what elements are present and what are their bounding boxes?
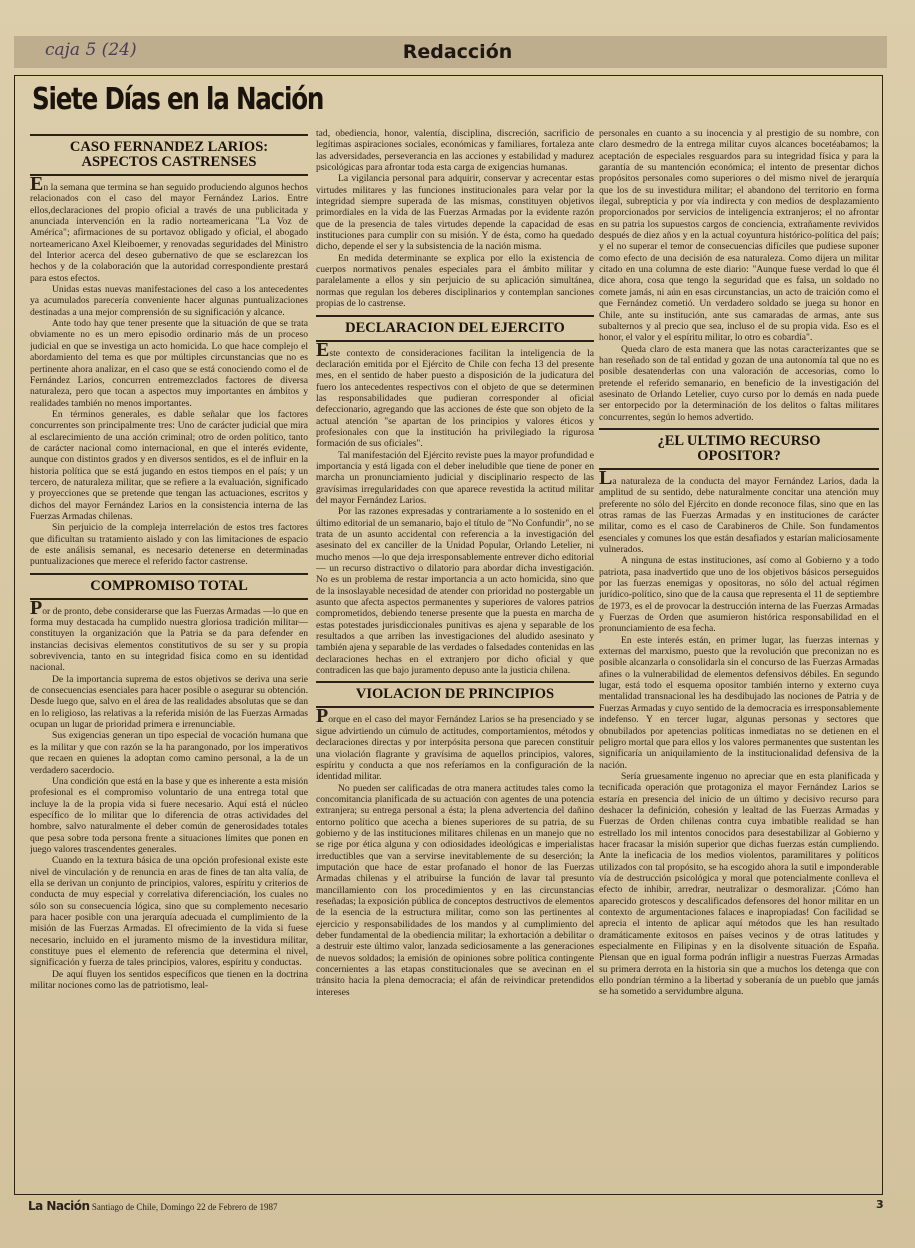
paragraph — [316, 705, 594, 783]
paragraph — [30, 596, 308, 674]
divider — [30, 573, 308, 575]
paragraph: personales en cuanto a su inocencia y al prestigio de su nombre, con claro desmedro de la entrega militar cuyos alcances bocetéabamos; la aceptación de especiales resguardos para su integridad física y para la garantía de su mantención económica; el intento de presentar dichos propósitos personales como superiores o del mismo nivel de jerarquía que los de su investidura militar; el abandono del territorio en forma ilegal, subrepticia y por vía indirecta y con medios de desplazamiento proporcionados por servicios de inteligencia extranjeros; el no afrontar en su patria los supuestos cargos de conciencia, extrañamente revividos después de diez años y en la actual coyuntura histórico-política del país; y el no superar el temor de consecuencias difíciles que pudiese suponer como efecto de una decisión de esa naturaleza. Como dijera un militar citado en una columna de este diario: "Aunque fuese verdad lo que él dice ahora, cosa que tengo la seguridad que es falsa, un soldado no comete jamás, ni aún en esas circunstancias, un acto de traición como el que Fernández cometió. Un verdadero soldado se juega su honor en Chile, ante su institución, ante sus camaradas de armas, ante sus subalternos y al precio que sea, incluso el de su propia vida. Eso es el honor, el valor y el espíritu militar, lo otro es cobardía". — [599, 128, 879, 344]
divider — [30, 134, 308, 136]
column-3 — [599, 128, 879, 1191]
paragraph — [599, 466, 879, 555]
drop-cap: P — [30, 596, 43, 619]
divider — [599, 468, 879, 470]
paragraph: Cuando en la textura básica de una opción profesional existe este nivel de vinculación y de renuncia en aras de fines de tan alta valía, de ella se derivan un conjunto de principios, valores, espíritu y criterios de conducta de muy especial y correlativa diferenciación, los cuales no sólo son su consecuencia lógica, sino que su complemento necesario para hacer posible con una jerarquía adecuada el cumplimiento de la misión de las Fuerzas Armadas. El ofrecimiento de la vida si fuese necesario, incluido en el juramento mismo de la investidura militar, constituye pues el elemento de referencia que determina el nivel, significación y fuerza de tales principios, valores, espíritu y conductas. — [30, 855, 308, 969]
paragraph: Por las razones expresadas y contrariamente a lo sostenido en el último editorial de un semanario, bajo el título de "No Confundir", no se trata de un asunto accidental con referencia a la investigación del asesinato del ex canciller de la Unidad Popular, Orlando Letelier, ni mucho menos —lo que deja irresponsablemente entrever dicho editorial— un recurso distractivo o dilatorio para abordar dicha investigación. No es un problema de restar importancia a un acto homicida, sino que de la insoslayable necesidad de atender con prioridad no postergable un asunto que afecta aspectos permanentes y superiores de valores patrios comprometidos, debiendo tenerse presente que la puesta en marcha de estas potestades jurisdiccionales punitivas es ajena y separable de los resultados a que arriben las investigaciones del aludido asesinato y también ajena y separable de las verdades o falsedades contenidas en las declaraciones hechas en el extranjero por dicho oficial y que contradicen las que bajo juramento depuso ante la justicia chilena. — [316, 506, 594, 677]
drop-cap: L — [599, 466, 613, 489]
divider — [316, 681, 594, 683]
subhead-line: ¿EL ULTIMO RECURSO — [657, 432, 821, 449]
subhead-line: OPOSITOR? — [697, 447, 781, 464]
newspaper-brand: La Nación — [28, 1199, 90, 1213]
handwritten-archive-note: caja 5 (24) — [45, 40, 137, 60]
paragraph: Sería gruesamente ingenuo no apreciar que en esta planificada y tecnificada operación que protagoniza el mayor Fernández Larios se estaría en presencia del inicio de un último y decisivo recurso para deshacer la definición, cohesión y lealtad de las Fuerzas Armadas y Fuerzas de Orden chilenas contra cuya imbatible realidad se han estrellado los mil intentos conocidos para desestabilizar al Gobierno y hacer fracasar la misión superior que dichas fuerzas están cumpliendo. Ante la ineficacia de los medios violentos, paramilitares y políticos utilizados con tal propósito, se ha escogido ahora la sutil e imponderable vía de destrucción psicológica y moral que potencialmente conlleva el efecto de inhibir, arredrar, neutralizar o desmoralizar. ¡Cómo han aparecido grotescos y descalificados defensores del honor militar en un contexto de argumentaciones falaces e inapropiadas! Con facilidad se aprecia el intento de aplicar aquí métodos que les han resultado dramáticamente exitosos en países vecinos y de otras latitudes y especialmente en Filipinas y en la disolvente situación de España. Piensan que en igual forma podrán infligir a nuestras Fuerzas Armadas su primera derrota en la historia sin que a muchos los detenga que con ello pondrían término a la libertad y soberanía de un pueblo que jamás se ha sometido a servidumbre alguna. — [599, 770, 879, 998]
paragraph: De la importancia suprema de estos objetivos se deriva una serie de consecuencias esenciales para hacer posible o asegurar su obtención. Desde luego que, salvo en el área de las realidades absolutas que se dan en lo religioso, las relativas a la referida misión de las Fuerzas Armadas ocupan un lugar de prioridad primera e irrenunciable. — [30, 673, 308, 731]
paragraph-text: a naturaleza de la conducta del mayor Fernández Larios, dada la amplitud de su sentido, debe naturalmente concitar una atención muy preferente no sólo del Ejército en donde reconoce filas, sino que en las otras ramas de las Fuerzas Armadas y en instituciones de carácter militar, como es el caso de Carabineros de Chile. Son fundamentos esenciales y comunes los que están desafiados y estarían maliciosamente vulnerados. — [599, 475, 879, 555]
paragraph: tad, obediencia, honor, valentía, disciplina, discreción, sacrificio de legítimas aspiraciones sociales, económicas y familiares, fortaleza ante las adversidades, perseverancia en las acciones y estabilidad y madurez psicológicas para afrontar toda esta carga de exigencias humanas. — [316, 128, 594, 174]
divider — [316, 315, 594, 317]
section-title: Redacción — [402, 41, 513, 63]
paragraph-text: ste contexto de consideraciones facilitan la inteligencia de la declaración emitida por el Ejército de Chile con fecha 13 del presente mes, en el sentido de haber puesto a disposición de la judicatura del fuero los antecedentes respectivos con el objeto de que se determinen las responsabilidades que pudieran corresponder al oficial defeccionario, agregando que las acciones de éste que son objeto de la actual atención "se apartan de los principios y valores éticos y profesionales con que la institución ha privilegiado la rigurosa formación de sus oficiales". — [316, 347, 594, 450]
paragraph-text: n la semana que termina se han seguido produciendo algunos hechos relacionados con el caso del mayor Fernández Larios. Entre ellos,declaraciones del propio oficial a través de una publicitada y anunciada intervención en la radio norteamericana "La Voz de América"; afirmaciones de su portavoz obligado y oficial, el abogado norteamericano Axel Kleiboemer, y renovadas seguridades del Ministro del Interior acerca del deseo gubernativo de que se esclarezcan los hechos y de la colaboración que la autoridad correspondiente prestará para estos efectos. — [30, 182, 308, 284]
subhead-violacion-de-principios: VIOLACION DE PRINCIPIOS — [355, 686, 555, 703]
paragraph: En términos generales, es dable señalar que los factores concurrentes son principalmente tres: Uno de carácter judicial que mira al esclarecimiento de una acción criminal; otro de orden político, tanto de carácter nacional como internacional, en que el interés evidente, aunque con distintos grados y en diversos sentidos, es el de influir en la historia política que se está jugando en estos tiempos en el país; y un tercero, de naturaleza militar, que se refiere a la evaluación, significado y proyecciones que se pretende que tengan las actuaciones, escritos y dichos del mayor Fernández Larios en la consistencia interna de las Fuerzas Armadas chilenas. — [30, 408, 308, 522]
dateline: Santiago de Chile, Domingo 22 de Febrero de 1987 — [91, 1202, 278, 1212]
divider — [316, 706, 594, 708]
footer — [28, 1199, 278, 1213]
paragraph: Tal manifestación del Ejército reviste pues la mayor profundidad e importancia y está ligada con el deber ineludible que tiene de poner en marcha un pronunciamiento judicial y disciplinario respecto de las gravísimas irregularidades con que aparece revestida la actitud militar del mayor Fernández Larios. — [316, 449, 594, 506]
paragraph: Sin perjuicio de la compleja interrelación de estos tres factores que dificultan su tratamiento aislado y con las limitaciones de espacio de este análisis semanal, es necesario detenerse en determinadas puntualizaciones que merece el referido factor castrense. — [30, 522, 308, 568]
paragraph: Ante todo hay que tener presente que la situación de que se trata obviamente no es un mero episodio ordinario más de un proceso judicial en que se investiga un acto homicida. Lo que hace complejo el abordamiento del tema es que por múltiples circunstancias que no es pertinente ahora analizar, en el caso que se está conociendo como el de Fernández Larios, concurren entremezclados factores de diversa naturaleza, pero que tocan a aspectos muy importantes en ámbitos y realidades también no menos importantes. — [30, 318, 308, 409]
column-1 — [30, 128, 308, 1191]
subhead-caso-fernandez-larios — [30, 140, 308, 170]
paragraph: De aquí fluyen los sentidos específicos que tienen en la doctrina militar nociones como las de patriotismo, leal- — [30, 968, 308, 992]
paragraph-text: or de pronto, debe considerarse que las Fuerzas Armadas —lo que en forma muy destacada ha cumplido nuestra gloriosa tradición militar— constituyen la organización que la Patria se da para defender en instancias decisivas elementos constitutivos de su ser y su propia sobrevivencia, tanto en su integridad física como en su identidad nacional. — [30, 605, 308, 674]
paragraph: Queda claro de esta manera que las notas caracterizantes que se han reseñado son de tal entidad y gozan de una autonomía tal que no es posible desatenderlas con una valoración de accesorias, como lo pretende el referido semanario, en beneficio de la investigación del asesinato de Orlando Letelier, cuyo curso por lo demás en nada puede ser entorpecido por la determinación de los delitos o faltas militares concurrentes, según lo hemos advertido. — [599, 343, 879, 423]
subhead-declaracion-del-ejercito: DECLARACION DEL EJERCITO — [345, 319, 565, 336]
paragraph — [30, 173, 308, 284]
subhead-compromiso-total: COMPROMISO TOTAL — [90, 577, 248, 594]
page-headline: Siete Días en la Nación — [32, 82, 324, 117]
paragraph: No pueden ser calificadas de otra manera actitudes tales como la concomitancia planificada de su actuación con agentes de una potencia extranjera; su entrega personal a ésta; la plena advertencia del dañino entorno político que acecha a bienes superiores de su patria, de su gobierno y de las instituciones militares chilenas en un manejo que no se rige por ética alguna y con odiosidades ideológicas e imperialistas irreductibles que van a servirse inevitablemente de su deserción; la imputación que hace de estar profanado el honor de las Fuerzas Armadas chilenas y el atribuirse la función de lavar tal presunto mancillamiento con los procedimientos y en las circunstancias reseñadas; la exposición pública de conceptos destructivos de elementos de la esencia de la estructura militar, como son las pertinentes al ejercicio y responsabilidades de los mandos y al cumplimiento del deber fundamental de la obediencia militar; la exhortación a debilitar o a destruir este último valor, lanzada sediciosamente a las generaciones de nuevos soldados; la emisión de opiniones sobre política contingente concernientes a las etapas constitucionales que se avecinan en el tránsito hacia la plena democracia; el afán de reivindicar pretendidos intereses — [316, 782, 594, 998]
drop-cap: E — [316, 338, 330, 361]
paragraph: Unidas estas nuevas manifestaciones del caso a los antecedentes ya acumulados parecería conveniente hacer algunas puntualizaciones destinadas a una mejor comprensión de su significación y alcance. — [30, 284, 308, 318]
divider — [30, 598, 308, 600]
paragraph-text: orque en el caso del mayor Fernández Larios se ha presenciado y se sigue advirtiendo un cúmulo de actitudes, comportamientos, métodos y declaraciones directas y por interpósita persona que parecen constituir una violación flagrante y gravísima de aquellos principios, valores, espíritu y conducta a que nos referíamos en la configuración de la identidad militar. — [316, 714, 594, 783]
drop-cap: P — [316, 705, 329, 728]
paragraph: En este interés están, en primer lugar, las fuerzas internas y externas del marxismo, puesto que la revolución que preconizan no es posible alcanzarla o consolidarla sin el concurso de las Fuerzas Armadas afines o la vulnerabilidad de elementos defensivos débiles. En segundo lugar, está todo el esquema opositor también interno y externo cuya mentalidad transnacional les ha desdibujado las nociones de Patria y de Fuerzas Armadas y cuyo sentido de la democracia es irresponsablemente indefenso. Y en tercer lugar, algunas personas y sectores que obnubilados por apetencias políticas inmediatas no se detienen en el peligro mortal que para ellos y los valores permanentes que sustentan les significaría un aniquilamiento de la institucionalidad defensiva de la nación. — [599, 634, 879, 771]
subhead-line: ASPECTOS CASTRENSES — [81, 154, 257, 170]
drop-cap: E — [30, 173, 44, 195]
column-2 — [316, 128, 594, 1191]
paragraph: Sus exigencias generan un tipo especial de vocación humana que es la militar y que con razón se la ha parangonado, por los imperativos que recaen en quienes la adoptan como camino personal, a la de un verdadero sacerdocio. — [30, 730, 308, 776]
paragraph: En medida determinante se explica por ello la existencia de cuerpos normativos penales especiales para el ámbito militar y paralelamente a ellos y sin perjuicio de su aplicación simultánea, normas que regulan los deberes disciplinarios y contemplan sanciones propias de lo castrense. — [316, 252, 594, 310]
paragraph: La vigilancia personal para adquirir, conservar y acrecentar estas virtudes militares y las funciones institucionales para velar por la integridad siempre superada de las mismas, constituyen objetivos primordiales en la vida de las Fuerzas Armadas por la evidente razón que de la presencia de tales virtudes depende la capacidad de esas instituciones para cumplir con su misión. Y de ésta, como ha quedado dicho, depende el ser y la subsistencia de la nación misma. — [316, 173, 594, 253]
subhead-line: CASO FERNANDEZ LARIOS: — [69, 139, 269, 155]
divider — [599, 428, 879, 430]
subhead-el-ultimo-recurso-opositor — [599, 434, 879, 464]
divider — [30, 174, 308, 176]
paragraph: Una condición que está en la base y que es inherente a esta misión profesional es el compromiso voluntario de una entrega total que incluye la de la propia vida si fuere necesario. Aquí está el núcleo específico de lo militar que lo diferencia de otras actividades del hombre, salvo naturalmente el deber común de generosidades totales que pesa sobre toda persona frente a situaciones límites que ponen en juego valores trascendentes generales. — [30, 775, 308, 855]
paragraph: A ninguna de estas instituciones, así como al Gobierno y a todo patriota, pasa inadvertido que uno de los objetivos básicos perseguidos por las fuerzas enemigas y opositoras, no sólo del actual régimen jurídico-político, sino que de la causa que representa el 11 de septiembre de 1973, es el de provocar la destrucción interna de las Fuerzas Armadas y Fuerzas de Orden que asumieron histórica responsabilidad en el pronunciamiento de esa fecha. — [599, 555, 879, 635]
page-number: 3 — [876, 1198, 884, 1211]
paragraph — [316, 338, 594, 450]
divider — [316, 340, 594, 342]
